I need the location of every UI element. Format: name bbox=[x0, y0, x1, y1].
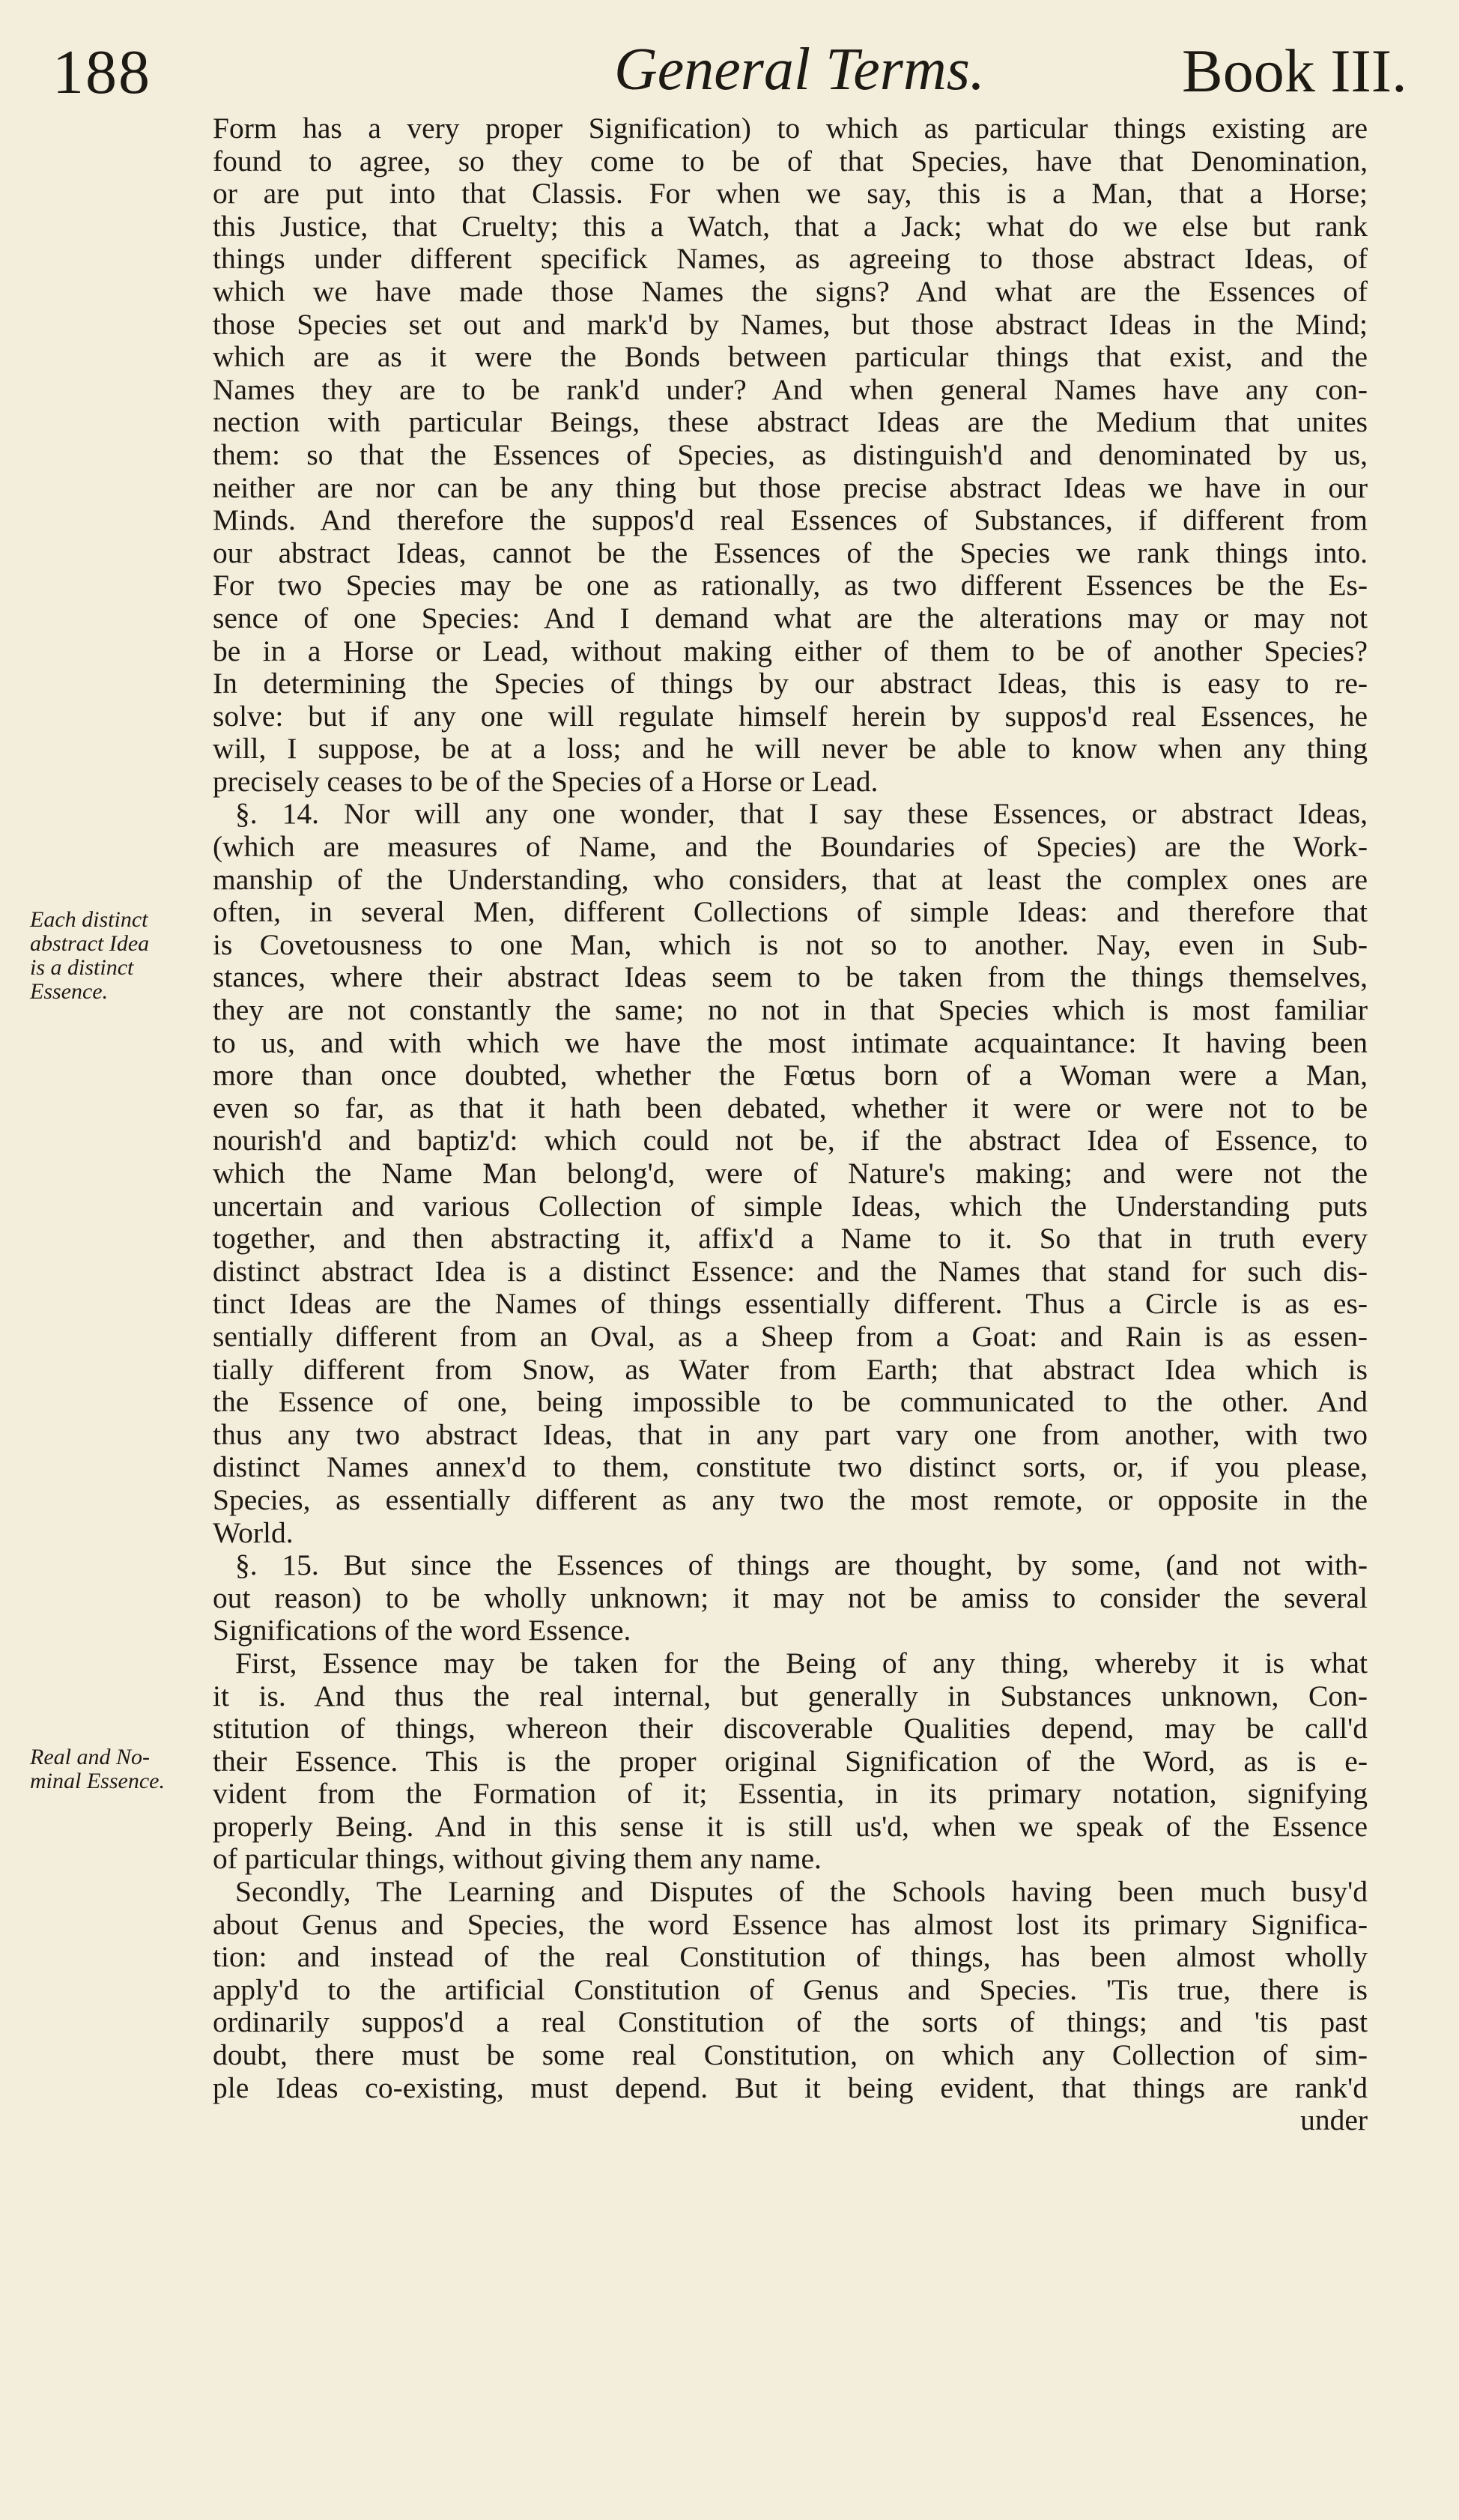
text-line: World. bbox=[213, 1515, 294, 1549]
text-line: distinct abstract Idea is a distinct Essence: and the Names that stand for such dis- bbox=[213, 1254, 1368, 1288]
text-line: tinct Ideas are the Names of things essentially different. Thus a Circle is as es- bbox=[213, 1287, 1368, 1321]
text-line: or are put into that Classis. For when we say, this is a Man, that a Horse; bbox=[213, 177, 1368, 210]
margin-note-line: Real and No- bbox=[30, 1745, 150, 1769]
text-line: uncertain and various Collection of simple Ideas, which the Understanding puts bbox=[213, 1189, 1368, 1223]
text-line: it is. And thus the real internal, but generally in Substances unknown, Con- bbox=[213, 1679, 1368, 1712]
book-label: Book III. bbox=[1182, 37, 1407, 105]
text-line: tially different from Snow, as Water from Earth; that abstract Idea which is bbox=[213, 1352, 1368, 1386]
text-line: nourish'd and baptiz'd: which could not be, if the abstract Idea of Essence, to bbox=[213, 1124, 1368, 1157]
text-line: found to agree, so they come to be of that Species, have that Denomination, bbox=[213, 144, 1368, 178]
text-line: things under different specifick Names, as agreeing to those abstract Ideas, of bbox=[213, 242, 1368, 276]
text-line: about Genus and Species, the word Essence has almost lost its primary Significa- bbox=[213, 1907, 1368, 1941]
text-line: Names they are to be rank'd under? And when general Names have any con- bbox=[213, 372, 1368, 406]
catchword: under bbox=[1300, 2103, 1368, 2137]
margin-note-line: abstract Idea bbox=[30, 931, 150, 956]
text-line: tion: and instead of the real Constitution of things, has been almost wholly bbox=[213, 1940, 1368, 1974]
text-line: nection with particular Beings, these abstract Ideas are the Medium that unites bbox=[213, 405, 1368, 439]
text-line: In determining the Species of things by our abstract Ideas, this is easy to re- bbox=[213, 667, 1368, 700]
text-line: Form has a very proper Signification) to which as particular things existing are bbox=[213, 112, 1368, 145]
text-line: sence of one Species: And I demand what are the alterations may or may not bbox=[213, 601, 1368, 634]
margin-note-each-distinct-idea bbox=[30, 908, 210, 1004]
text-line: of particular things, without giving them any name. bbox=[213, 1842, 822, 1876]
body-text bbox=[213, 112, 1368, 2137]
text-line: stitution of things, whereon their discoverable Qualities depend, may be call'd bbox=[213, 1712, 1368, 1745]
text-line: is Covetousness to one Man, which is not so to another. Nay, even in Sub- bbox=[213, 927, 1368, 961]
margin-note-line: minal Essence. bbox=[30, 1769, 165, 1793]
text-line: which the Name Man belong'd, were of Nature's making; and were not the bbox=[213, 1157, 1368, 1190]
text-line: precisely ceases to be of the Species of a Horse or Lead. bbox=[213, 764, 879, 798]
text-line: them: so that the Essences of Species, as distinguish'd and denominated by us, bbox=[213, 437, 1368, 471]
text-line: Minds. And therefore the suppos'd real Essences of Substances, if different from bbox=[213, 503, 1368, 537]
text-line: (which are measures of Name, and the Boundaries of Species) are the Work- bbox=[213, 830, 1368, 864]
text-line: First, Essence may be taken for the Being of any thing, whereby it is what bbox=[235, 1646, 1368, 1680]
text-line: solve: but if any one will regulate himself herein by suppos'd real Essences, he bbox=[213, 699, 1368, 733]
text-line: our abstract Ideas, cannot be the Essences of the Species we rank things into. bbox=[213, 536, 1368, 569]
text-line: vident from the Formation of it; Essentia, in its primary notation, signifying bbox=[213, 1777, 1368, 1811]
section-14-start: §. 14. Nor will any one wonder, that I say these Essences, or abstract Ideas, bbox=[235, 797, 1368, 831]
text-line: which are as it were the Bonds between particular things that exist, and the bbox=[213, 340, 1368, 374]
margin-note-line: is a distinct bbox=[30, 955, 134, 980]
text-line: will, I suppose, be at a loss; and he will never be able to know when any thing bbox=[213, 732, 1368, 766]
text-line: to us, and with which we have the most intimate acquaintance: It having been bbox=[213, 1026, 1368, 1059]
text-line: thus any two abstract Ideas, that in any part vary one from another, with two bbox=[213, 1417, 1368, 1451]
text-line: properly Being. And in this sense it is still us'd, when we speak of the Essence bbox=[213, 1809, 1368, 1843]
text-line: ordinarily suppos'd a real Constitution of the sorts of things; and 'tis past bbox=[213, 2005, 1368, 2039]
running-title: General Terms. bbox=[614, 37, 985, 103]
margin-note-real-and-nominal bbox=[30, 1745, 210, 1793]
text-line: often, in several Men, different Collections of simple Ideas: and therefore that bbox=[213, 895, 1368, 929]
text-line: Significations of the word Essence. bbox=[213, 1614, 631, 1647]
text-line: sentially different from an Oval, as a Sheep from a Goat: and Rain is as essen- bbox=[213, 1319, 1368, 1353]
text-line: together, and then abstracting it, affix'd a Name to it. So that in truth every bbox=[213, 1222, 1368, 1256]
text-line: their Essence. This is the proper original Signification of the Word, as is e- bbox=[213, 1744, 1368, 1778]
text-line: even so far, as that it hath been debated, whether it were or were not to be bbox=[213, 1091, 1368, 1124]
text-line: this Justice, that Cruelty; this a Watch, that a Jack; what do we else but rank bbox=[213, 209, 1368, 243]
text-line: stances, where their abstract Ideas seem to be taken from the things themselves, bbox=[213, 960, 1368, 994]
text-line: neither are nor can be any thing but those precise abstract Ideas we have in our bbox=[213, 470, 1368, 504]
margin-note-line: Essence. bbox=[30, 979, 109, 1004]
margin-note-line: Each distinct bbox=[30, 907, 148, 932]
text-line: ple Ideas co-existing, must depend. But it being evident, that things are rank'd bbox=[213, 2071, 1368, 2104]
text-line: distinct Names annex'd to them, constitute two distinct sorts, or, if you please, bbox=[213, 1450, 1368, 1484]
text-line: Species, as essentially different as any two the most remote, or opposite in the bbox=[213, 1482, 1368, 1516]
text-line: which we have made those Names the signs? And what are the Essences of bbox=[213, 274, 1368, 308]
text-line: manship of the Understanding, who considers, that at least the complex ones are bbox=[213, 862, 1368, 896]
page-number: 188 bbox=[52, 37, 151, 107]
text-line: For two Species may be one as rationally, as two different Essences be the Es- bbox=[213, 569, 1368, 602]
text-line: the Essence of one, being impossible to be communicated to the other. And bbox=[213, 1385, 1368, 1419]
text-line: Secondly, The Learning and Disputes of the Schools having been much busy'd bbox=[235, 1875, 1368, 1909]
text-line: doubt, there must be some real Constitution, on which any Collection of sim- bbox=[213, 2038, 1368, 2072]
running-header bbox=[0, 36, 1459, 118]
text-line: those Species set out and mark'd by Names, but those abstract Ideas in the Mind; bbox=[213, 307, 1368, 341]
text-line: more than once doubted, whether the Fœtus born of a Woman were a Man, bbox=[213, 1058, 1368, 1092]
text-line: be in a Horse or Lead, without making either of them to be of another Species? bbox=[213, 634, 1368, 667]
text-line: out reason) to be wholly unknown; it may not be amiss to consider the several bbox=[213, 1581, 1368, 1614]
section-15-start: §. 15. But since the Essences of things are thought, by some, (and not with- bbox=[235, 1548, 1368, 1582]
text-line: apply'd to the artificial Constitution of Genus and Species. 'Tis true, there is bbox=[213, 1972, 1368, 2006]
text-line: they are not constantly the same; no not in that Species which is most familiar bbox=[213, 993, 1368, 1027]
